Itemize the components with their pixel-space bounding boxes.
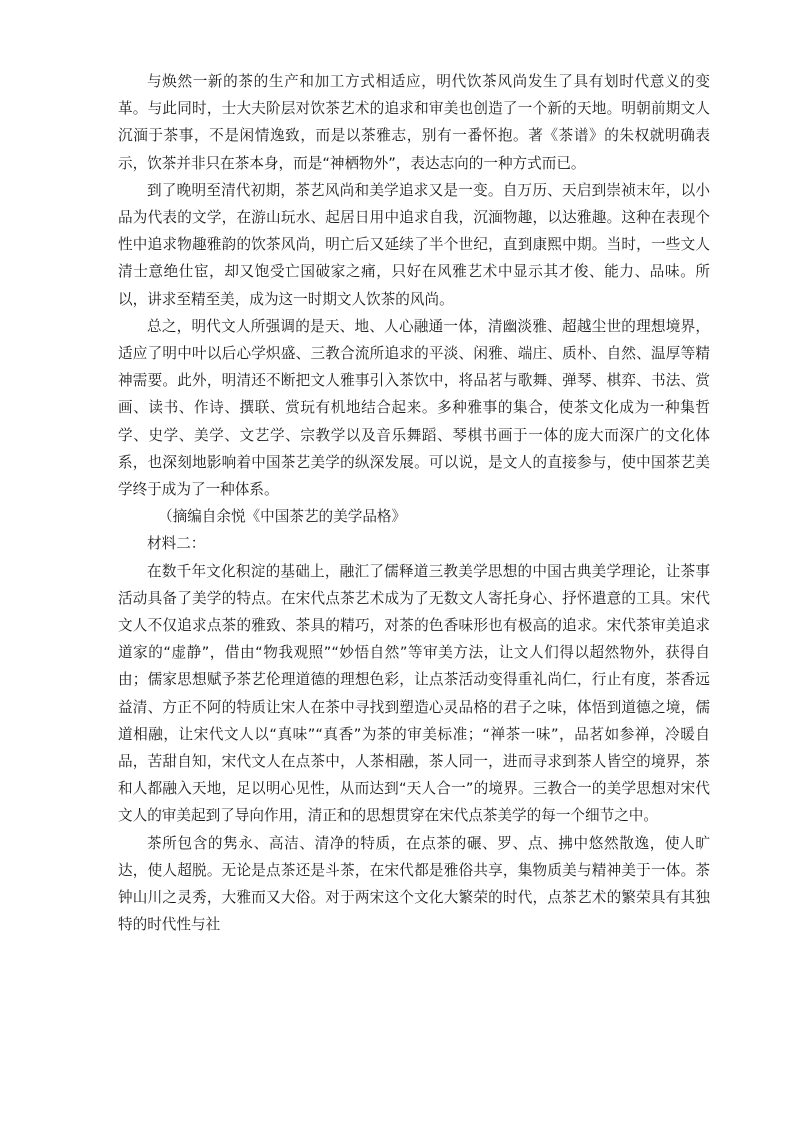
paragraph-1: 与焕然一新的茶的生产和加工方式相适应，明代饮茶风尚发生了具有划时代意义的变革。与此同时，士大夫阶层对饮茶艺术的追求和审美也创造了一个新的天地。明朝前期文人沉湎于茶事，不是闲情逸致，而是以茶雅志，别有一番怀抱。著《茶谱》的朱权就明确表示，饮茶并非只在茶本身，而是“神栖物外”，表达志向的一种方式而已。	[118, 73, 710, 172]
paragraph-5: 茶所包含的隽永、高洁、清净的特质，在点茶的碾、罗、点、拂中悠然散逸，使人旷达，使人超脱。无论是点茶还是斗茶，在宋代都是雅俗共享，集物质美与精神美于一体。茶钟山川之灵秀，大雅而又大俗。对于两宋这个文化大繁荣的时代，点茶艺术的繁荣具有其独特的时代性与社	[118, 834, 710, 934]
paragraph-2: 到了晚明至清代初期，茶艺风尚和美学追求又是一变。自万历、天启到崇祯末年，以小品为代表的文学，在游山玩水、起居日用中追求自我，沉湎物趣，以达雅趣。这种在表现个性中追求物趣雅韵的饮茶风尚，明亡后又延续了半个世纪，直到康熙中期。当时，一些文人清士意绝仕宦，却又饱受亡国破家之痛，只好在风雅艺术中显示其才俊、能力、品味。所以，讲求至精至美，成为这一时期文人饮茶的风尚。	[118, 181, 710, 308]
paragraph-4: 在数千年文化积淀的基础上，融汇了儒释道三教美学思想的中国古典美学理论，让茶事活动具备了美学的特点。在宋代点茶艺术成为了无数文人寄托身心、抒怀遣意的工具。宋代文人不仅追求点茶的雅致、茶具的精巧，对茶的色香味形也有极高的追求。宋代茶审美追求道家的“虚静”，借由“物我观照”“妙悟自然”等审美方法，让文人们得以超然物外，获得自由；儒家思想赋予茶艺伦理道德的理想色彩，让点茶活动变得重礼尚仁，行止有度，茶香远益清、方正不阿的特质让宋人在茶中寻找到塑造心灵品格的君子之味，体悟到道德之境，儒道相融，让宋代文人以“真味”“真香”为茶的审美标准；“禅茶一味”，品茗如参禅，冷暖自品，苦甜自知，宋代文人在点茶中，人茶相融，茶人同一，进而寻求到茶人皆空的境界，茶和人都融入天地，足以明心见性，从而达到“天人合一”的境界。三教合一的美学思想对宋代文人的审美起到了导向作用，清正和的思想贯穿在宋代点茶美学的每一个细节之中。	[118, 562, 710, 825]
paragraph-3: 总之，明代文人所强调的是天、地、人心融通一体，清幽淡雅、超越尘世的理想境界，适应了明中叶以后心学炽盛、三教合流所追求的平淡、闲雅、端庄、质朴、自然、温厚等精神需要。此外，明清还不断把文人雅事引入茶饮中，将品茗与歌舞、弹琴、棋弈、书法、赏画、读书、作诗、撰联、赏玩有机地结合起来。多种雅事的集合，使茶文化成为一种集哲学、史学、美学、文艺学、宗教学以及音乐舞蹈、琴棋书画于一体的庞大而深广的文化体系，也深刻地影响着中国茶艺美学的纵深发展。可以说，是文人的直接参与，使中国茶艺美学终于成为了一种体系。	[118, 317, 710, 499]
section-heading-material-2: 材料二：	[147, 535, 206, 553]
source-citation: （摘编自余悦《中国茶艺的美学品格》	[158, 508, 407, 526]
document-page	[118, 68, 710, 939]
